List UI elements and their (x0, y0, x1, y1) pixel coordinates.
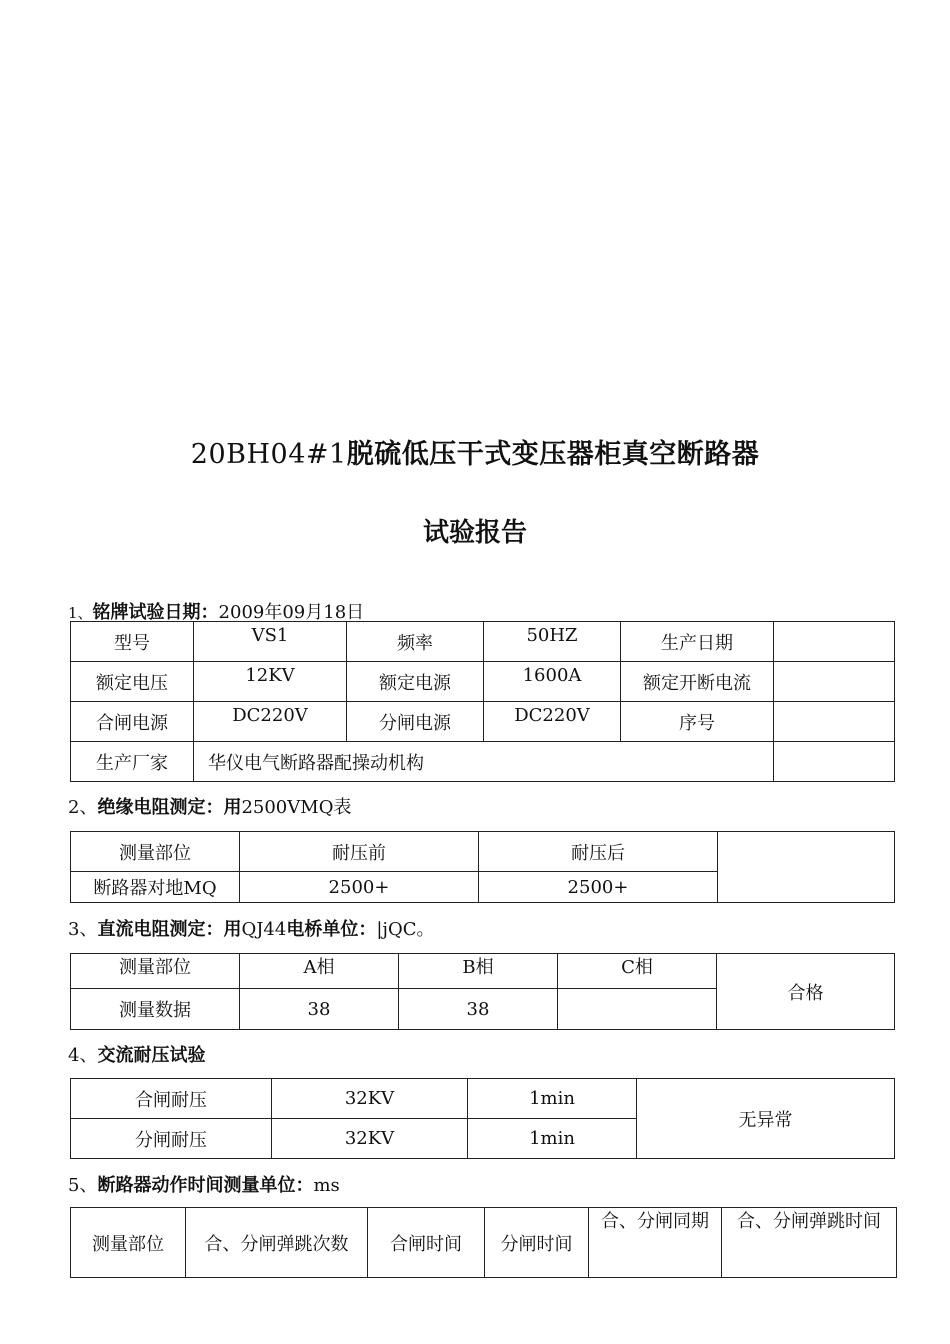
table-cell: 分闸耐压 (71, 1119, 272, 1159)
table-cell: B相 (399, 954, 558, 989)
section-title: 铭牌试验日期： (92, 602, 219, 623)
section-2-heading (68, 793, 351, 819)
section-title-2: 电桥单位： (286, 919, 377, 940)
section-title: 绝缘电阻测定：用 (97, 797, 242, 818)
timing-table (70, 1207, 897, 1278)
section-title: 交流耐压试验 (97, 1045, 206, 1066)
table-cell: 额定电源 (347, 662, 484, 702)
section-number: 5、 (68, 1175, 98, 1196)
table-cell: 分闸时间 (485, 1208, 589, 1278)
table-cell: 测量部位 (71, 832, 240, 872)
table-cell: 合、分闸同期 (589, 1208, 722, 1278)
table-cell: 合闸时间 (368, 1208, 485, 1278)
table-cell: 频率 (347, 622, 484, 662)
table-row (71, 1079, 895, 1119)
table-row (71, 742, 895, 782)
table-cell: 生产厂家 (71, 742, 194, 782)
table-cell: 2500+ (479, 872, 718, 903)
table-cell: 2500+ (240, 872, 479, 903)
table-cell: 38 (399, 989, 558, 1030)
table-cell: 额定电压 (71, 662, 194, 702)
section-4-heading (68, 1041, 205, 1067)
table-cell: VS1 (194, 622, 347, 662)
table-row (71, 662, 895, 702)
table-cell (774, 702, 895, 742)
table-row (71, 1208, 897, 1278)
section-title: 直流电阻测定：用 (97, 919, 242, 940)
nameplate-table (70, 621, 895, 782)
table-cell: 测量部位 (71, 954, 240, 989)
table-row (71, 702, 895, 742)
table-cell: 合、分闸弹跳时间 (722, 1208, 897, 1278)
table-cell (718, 832, 895, 903)
table-cell: 断路器对地MQ (71, 872, 240, 903)
report-title (0, 432, 950, 471)
section-number: 2、 (68, 797, 98, 818)
table-cell: 合闸耐压 (71, 1079, 272, 1119)
table-cell: 38 (240, 989, 399, 1030)
report-subtitle: 试验报告 (422, 518, 527, 548)
table-cell: C相 (558, 954, 717, 989)
table-cell: 耐压前 (240, 832, 479, 872)
table-cell: 测量部位 (71, 1208, 186, 1278)
section-detail: ms (313, 1175, 340, 1196)
section-detail-2: |jQC。 (376, 919, 435, 940)
table-cell: 50HZ (484, 622, 621, 662)
table-cell (774, 742, 895, 782)
table-cell: DC220V (194, 702, 347, 742)
table-cell: A相 (240, 954, 399, 989)
result-cell: 合格 (717, 954, 895, 1030)
table-cell: 耐压后 (479, 832, 718, 872)
table-cell: 32KV (272, 1079, 468, 1119)
table-cell: 1min (468, 1119, 637, 1159)
table-cell: 分闸电源 (347, 702, 484, 742)
dc-resistance-table (70, 953, 895, 1030)
table-cell: 额定开断电流 (621, 662, 774, 702)
title-code: 20BH04#1 (190, 439, 347, 470)
table-cell (774, 662, 895, 702)
section-5-heading (68, 1171, 340, 1197)
section-number: 1、 (68, 604, 93, 622)
table-cell: 序号 (621, 702, 774, 742)
table-cell: 型号 (71, 622, 194, 662)
table-cell: 生产日期 (621, 622, 774, 662)
ac-withstand-table (70, 1078, 895, 1159)
table-cell: 合、分闸弹跳次数 (186, 1208, 368, 1278)
table-cell: DC220V (484, 702, 621, 742)
section-number: 3、 (68, 919, 98, 940)
table-cell: 32KV (272, 1119, 468, 1159)
table-cell: 1600A (484, 662, 621, 702)
table-row (71, 832, 895, 872)
table-cell (558, 989, 717, 1030)
section-number: 4、 (68, 1045, 98, 1066)
result-cell: 无异常 (637, 1079, 895, 1159)
table-cell: 华仪电气断路器配操动机构 (194, 742, 774, 782)
section-title: 断路器动作时间测量单位： (97, 1175, 314, 1196)
table-cell: 1min (468, 1079, 637, 1119)
table-cell (774, 622, 895, 662)
table-cell: 合闸电源 (71, 702, 194, 742)
table-cell: 测量数据 (71, 989, 240, 1030)
test-date: 2009年09月18日 (218, 602, 365, 623)
table-cell: 12KV (194, 662, 347, 702)
table-row (71, 622, 895, 662)
section-3-heading (68, 915, 435, 941)
table-row (71, 954, 895, 989)
title-name: 脱硫低压干式变压器柜真空断路器 (346, 439, 760, 470)
section-detail: 2500VMQ表 (241, 797, 352, 818)
insulation-table (70, 831, 895, 903)
section-detail: QJ44 (241, 919, 287, 940)
